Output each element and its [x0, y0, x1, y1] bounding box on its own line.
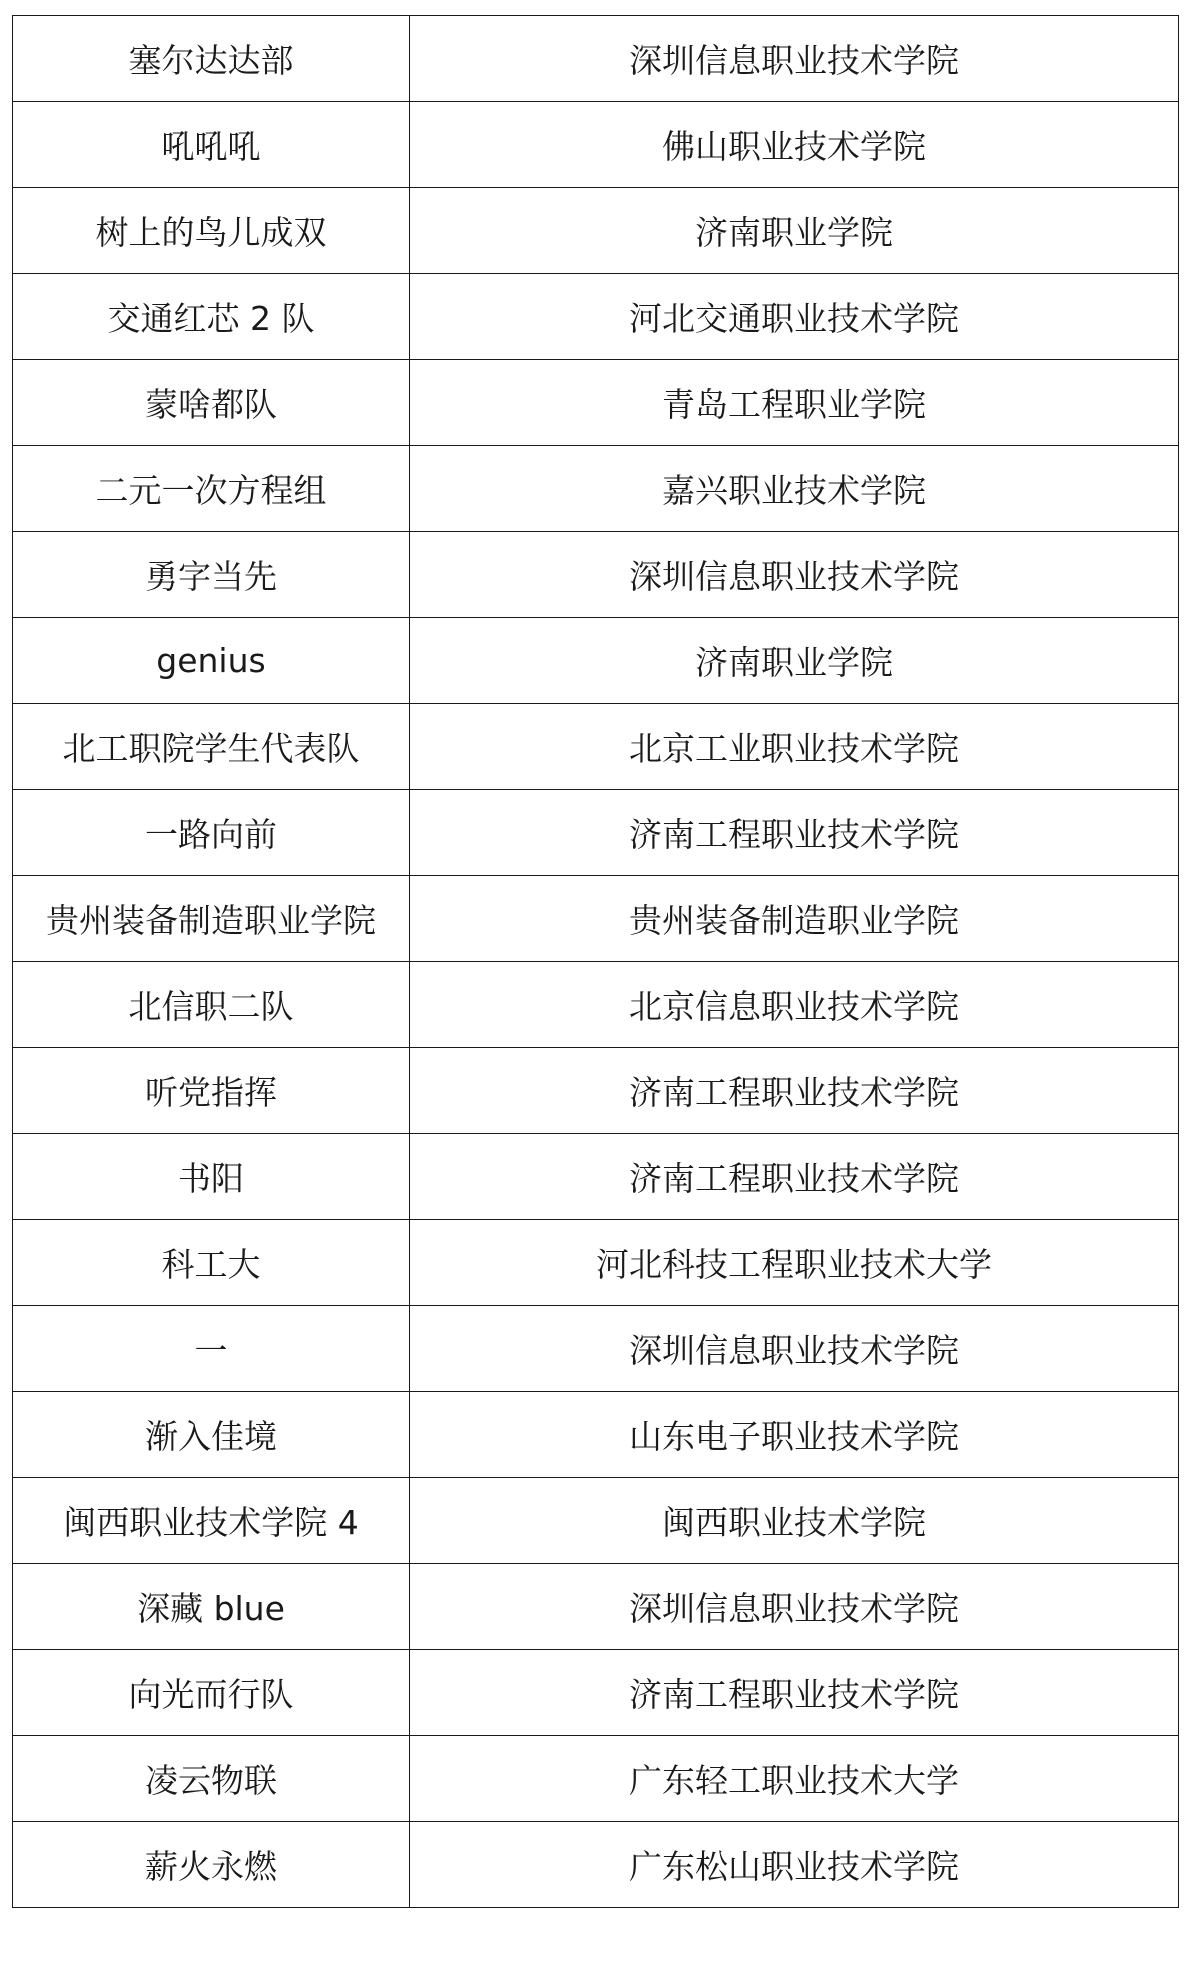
table-row	[13, 532, 1179, 618]
table-row	[13, 1736, 1179, 1822]
team-name-cell: 二元一次方程组	[13, 446, 410, 532]
table-row	[13, 1392, 1179, 1478]
table-body	[13, 16, 1179, 1908]
school-name-cell: 深圳信息职业技术学院	[410, 16, 1179, 102]
table-row	[13, 188, 1179, 274]
table-row	[13, 1048, 1179, 1134]
school-name-cell: 河北科技工程职业技术大学	[410, 1220, 1179, 1306]
school-name-cell: 济南职业学院	[410, 188, 1179, 274]
team-name-cell: 渐入佳境	[13, 1392, 410, 1478]
table-row	[13, 1306, 1179, 1392]
school-name-cell: 济南工程职业技术学院	[410, 790, 1179, 876]
team-name-cell: 向光而行队	[13, 1650, 410, 1736]
school-name-cell: 河北交通职业技术学院	[410, 274, 1179, 360]
team-name-cell: 凌云物联	[13, 1736, 410, 1822]
team-name-cell: 一	[13, 1306, 410, 1392]
team-name-cell: 贵州装备制造职业学院	[13, 876, 410, 962]
table-row	[13, 1564, 1179, 1650]
table-row	[13, 1478, 1179, 1564]
table-row	[13, 876, 1179, 962]
school-name-cell: 贵州装备制造职业学院	[410, 876, 1179, 962]
school-name-cell: 嘉兴职业技术学院	[410, 446, 1179, 532]
table-row	[13, 1220, 1179, 1306]
table-row	[13, 1650, 1179, 1736]
table-row	[13, 16, 1179, 102]
school-name-cell: 深圳信息职业技术学院	[410, 1306, 1179, 1392]
school-name-cell: 北京信息职业技术学院	[410, 962, 1179, 1048]
table-row	[13, 962, 1179, 1048]
document-page	[12, 15, 1178, 1908]
team-name-cell: 书阳	[13, 1134, 410, 1220]
school-name-cell: 济南工程职业技术学院	[410, 1048, 1179, 1134]
school-name-cell: 闽西职业技术学院	[410, 1478, 1179, 1564]
table-row	[13, 1822, 1179, 1908]
table-row	[13, 274, 1179, 360]
table-row	[13, 618, 1179, 704]
school-name-cell: 山东电子职业技术学院	[410, 1392, 1179, 1478]
team-name-cell: 北工职院学生代表队	[13, 704, 410, 790]
school-name-cell: 广东松山职业技术学院	[410, 1822, 1179, 1908]
school-name-cell: 深圳信息职业技术学院	[410, 1564, 1179, 1650]
team-name-cell: 塞尔达达部	[13, 16, 410, 102]
table-row	[13, 1134, 1179, 1220]
table-row	[13, 446, 1179, 532]
team-name-cell: 闽西职业技术学院 4	[13, 1478, 410, 1564]
school-name-cell: 济南职业学院	[410, 618, 1179, 704]
school-name-cell: 北京工业职业技术学院	[410, 704, 1179, 790]
team-school-table	[12, 15, 1179, 1908]
team-name-cell: 吼吼吼	[13, 102, 410, 188]
school-name-cell: 济南工程职业技术学院	[410, 1134, 1179, 1220]
team-name-cell: 一路向前	[13, 790, 410, 876]
team-name-cell: 交通红芯 2 队	[13, 274, 410, 360]
table-row	[13, 790, 1179, 876]
table-row	[13, 102, 1179, 188]
team-name-cell: 科工大	[13, 1220, 410, 1306]
team-name-cell: 北信职二队	[13, 962, 410, 1048]
table-row	[13, 360, 1179, 446]
team-name-cell: 勇字当先	[13, 532, 410, 618]
table-row	[13, 704, 1179, 790]
team-name-cell: genius	[13, 618, 410, 704]
school-name-cell: 广东轻工职业技术大学	[410, 1736, 1179, 1822]
school-name-cell: 深圳信息职业技术学院	[410, 532, 1179, 618]
school-name-cell: 济南工程职业技术学院	[410, 1650, 1179, 1736]
team-name-cell: 听党指挥	[13, 1048, 410, 1134]
team-name-cell: 蒙啥都队	[13, 360, 410, 446]
team-name-cell: 树上的鸟儿成双	[13, 188, 410, 274]
team-name-cell: 薪火永燃	[13, 1822, 410, 1908]
team-name-cell: 深藏 blue	[13, 1564, 410, 1650]
school-name-cell: 佛山职业技术学院	[410, 102, 1179, 188]
school-name-cell: 青岛工程职业学院	[410, 360, 1179, 446]
